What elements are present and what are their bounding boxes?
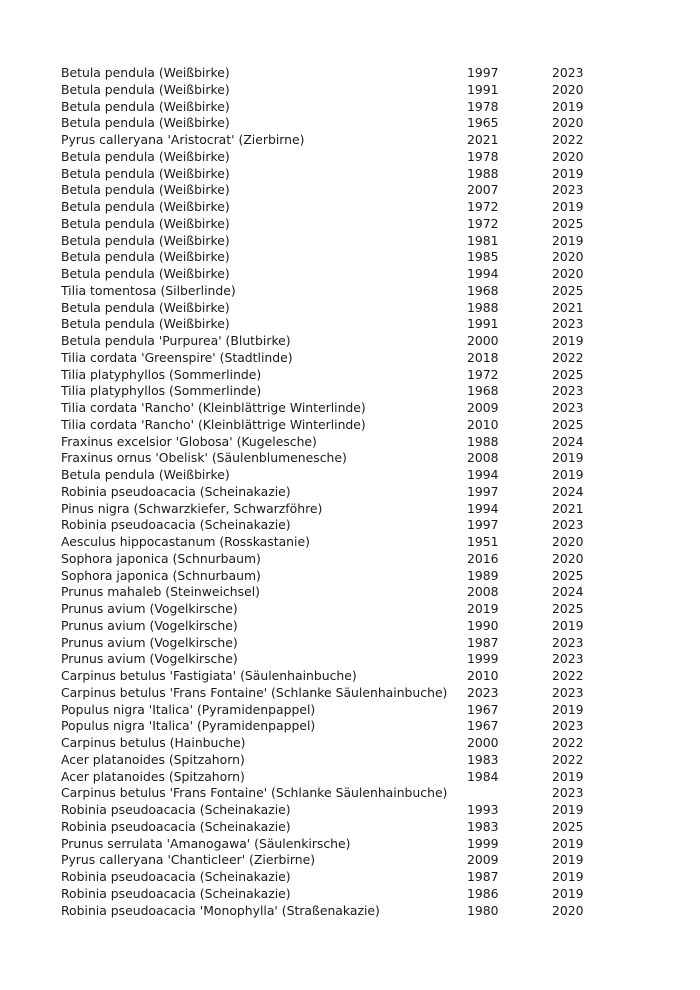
species-cell: Robinia pseudoacacia (Scheinakazie) — [61, 818, 291, 834]
tree-table — [61, 65, 621, 919]
year-cell: 1991 — [467, 81, 499, 97]
year-cell: 2000 — [467, 735, 499, 750]
species-cell: Prunus avium (Vogelkirsche) — [61, 601, 238, 616]
species-cell: Populus nigra 'Italica' (Pyramidenpappel) — [61, 718, 316, 734]
species-cell: Tilia platyphyllos (Sommerlinde) — [61, 366, 262, 382]
species-cell: Betula pendula (Weißbirke) — [61, 148, 230, 164]
year2-cell: 2025 — [552, 567, 584, 583]
table-row — [61, 149, 621, 166]
year2-cell: 2023 — [552, 785, 584, 801]
species-cell: Carpinus betulus 'Fastigiata' (Säulenhainbuche) — [61, 668, 357, 683]
year2-cell: 2019 — [552, 835, 584, 851]
year-cell: 1988 — [467, 433, 499, 449]
table-row — [61, 836, 621, 853]
table-row — [61, 702, 621, 719]
table-row — [61, 132, 621, 149]
year2-cell: 2020 — [552, 902, 584, 918]
year-cell: 1994 — [467, 467, 499, 482]
species-cell: Sophora japonica (Schnurbaum) — [61, 567, 261, 583]
year2-cell: 2020 — [552, 249, 584, 265]
year-cell: 1994 — [467, 266, 499, 281]
table-row — [61, 300, 621, 317]
year2-cell: 2023 — [552, 718, 584, 734]
year-cell: 2007 — [467, 182, 499, 198]
year-cell: 2010 — [467, 668, 499, 683]
table-row — [61, 199, 621, 216]
year2-cell: 2022 — [552, 668, 584, 683]
species-cell: Prunus mahaleb (Steinweichsel) — [61, 584, 260, 600]
year-cell: 2009 — [467, 400, 499, 415]
year2-cell: 2021 — [552, 500, 584, 516]
table-row — [61, 635, 621, 652]
year-cell: 1997 — [467, 517, 499, 533]
year2-cell: 2023 — [552, 316, 584, 332]
table-row — [61, 685, 621, 702]
year-cell: 2019 — [467, 601, 499, 616]
year-cell: 1985 — [467, 249, 499, 265]
species-cell: Betula pendula (Weißbirke) — [61, 65, 230, 80]
table-row — [61, 82, 621, 99]
year2-cell: 2020 — [552, 550, 584, 566]
year2-cell: 2023 — [552, 182, 584, 198]
year2-cell: 2019 — [552, 232, 584, 248]
species-cell: Tilia cordata 'Rancho' (Kleinblättrige Winterlinde) — [61, 416, 366, 432]
table-row — [61, 484, 621, 501]
species-cell: Betula pendula 'Purpurea' (Blutbirke) — [61, 333, 291, 348]
species-cell: Prunus avium (Vogelkirsche) — [61, 617, 238, 633]
year2-cell: 2025 — [552, 818, 584, 834]
year-cell: 1991 — [467, 316, 499, 332]
year2-cell: 2019 — [552, 98, 584, 114]
species-cell: Prunus serrulata 'Amanogawa' (Säulenkirsche) — [61, 835, 351, 851]
table-row — [61, 216, 621, 233]
year-cell: 2009 — [467, 852, 499, 868]
species-cell: Pinus nigra (Schwarzkiefer, Schwarzföhre) — [61, 500, 323, 516]
species-cell: Robinia pseudoacacia (Scheinakazie) — [61, 885, 291, 901]
species-cell: Betula pendula (Weißbirke) — [61, 81, 230, 97]
year2-cell: 2023 — [552, 65, 584, 80]
year2-cell: 2023 — [552, 517, 584, 533]
year-cell: 1987 — [467, 634, 499, 650]
year2-cell: 2019 — [552, 768, 584, 784]
year2-cell: 2020 — [552, 148, 584, 164]
species-cell: Betula pendula (Weißbirke) — [61, 249, 230, 265]
year2-cell: 2024 — [552, 584, 584, 600]
year2-cell: 2020 — [552, 266, 584, 281]
year-cell: 1999 — [467, 651, 499, 667]
species-cell: Pyrus calleryana 'Chanticleer' (Zierbirne) — [61, 852, 316, 868]
table-row — [61, 819, 621, 836]
table-row — [61, 115, 621, 132]
year-cell: 1988 — [467, 165, 499, 181]
year-cell: 1967 — [467, 701, 499, 717]
year-cell: 1997 — [467, 483, 499, 499]
table-row — [61, 266, 621, 283]
table-row — [61, 651, 621, 668]
year2-cell: 2019 — [552, 450, 584, 466]
species-cell: Acer platanoides (Spitzahorn) — [61, 751, 245, 767]
year-cell: 1983 — [467, 751, 499, 767]
species-cell: Tilia cordata 'Greenspire' (Stadtlinde) — [61, 349, 293, 365]
year2-cell: 2023 — [552, 383, 584, 399]
species-cell: Robinia pseudoacacia (Scheinakazie) — [61, 483, 291, 499]
table-row — [61, 450, 621, 467]
table-row — [61, 752, 621, 769]
table-row — [61, 182, 621, 199]
species-cell: Tilia platyphyllos (Sommerlinde) — [61, 383, 262, 399]
year-cell: 2010 — [467, 416, 499, 432]
year2-cell: 2023 — [552, 634, 584, 650]
year2-cell: 2019 — [552, 852, 584, 868]
year-cell: 1987 — [467, 869, 499, 884]
year-cell: 1978 — [467, 98, 499, 114]
year2-cell: 2022 — [552, 735, 584, 750]
year2-cell: 2025 — [552, 416, 584, 432]
table-row — [61, 434, 621, 451]
year-cell: 1978 — [467, 148, 499, 164]
year-cell: 1999 — [467, 835, 499, 851]
year2-cell: 2019 — [552, 617, 584, 633]
year2-cell: 2019 — [552, 885, 584, 901]
year-cell: 1980 — [467, 902, 499, 918]
year-cell: 1967 — [467, 718, 499, 734]
table-row — [61, 249, 621, 266]
year2-cell: 2019 — [552, 869, 584, 884]
table-row — [61, 785, 621, 802]
table-row — [61, 802, 621, 819]
species-cell: Populus nigra 'Italica' (Pyramidenpappel) — [61, 701, 316, 717]
table-row — [61, 718, 621, 735]
year2-cell: 2025 — [552, 282, 584, 298]
species-cell: Sophora japonica (Schnurbaum) — [61, 550, 261, 566]
year-cell: 2018 — [467, 349, 499, 365]
species-cell: Betula pendula (Weißbirke) — [61, 165, 230, 181]
year2-cell: 2019 — [552, 333, 584, 348]
year2-cell: 2020 — [552, 81, 584, 97]
species-cell: Tilia cordata 'Rancho' (Kleinblättrige Winterlinde) — [61, 400, 366, 415]
table-row — [61, 400, 621, 417]
year2-cell: 2023 — [552, 684, 584, 700]
year-cell: 1972 — [467, 199, 499, 214]
table-row — [61, 517, 621, 534]
year-cell: 1988 — [467, 299, 499, 315]
species-cell: Betula pendula (Weißbirke) — [61, 182, 230, 198]
year2-cell: 2020 — [552, 534, 584, 549]
year-cell: 1951 — [467, 534, 499, 549]
species-cell: Betula pendula (Weißbirke) — [61, 266, 230, 281]
table-row — [61, 501, 621, 518]
year-cell: 1993 — [467, 802, 499, 817]
table-row — [61, 467, 621, 484]
species-cell: Carpinus betulus 'Frans Fontaine' (Schlanke Säulenhainbuche) — [61, 684, 448, 700]
year2-cell: 2024 — [552, 433, 584, 449]
year2-cell: 2019 — [552, 199, 584, 214]
species-cell: Carpinus betulus (Hainbuche) — [61, 735, 246, 750]
species-cell: Acer platanoides (Spitzahorn) — [61, 768, 245, 784]
table-row — [61, 551, 621, 568]
table-row — [61, 99, 621, 116]
year-cell: 1989 — [467, 567, 499, 583]
species-cell: Robinia pseudoacacia (Scheinakazie) — [61, 802, 291, 817]
year-cell: 2008 — [467, 450, 499, 466]
species-cell: Fraxinus excelsior 'Globosa' (Kugelesche) — [61, 433, 317, 449]
table-row — [61, 584, 621, 601]
year-cell: 1972 — [467, 366, 499, 382]
table-row — [61, 735, 621, 752]
year-cell: 1983 — [467, 818, 499, 834]
year2-cell: 2023 — [552, 651, 584, 667]
table-row — [61, 166, 621, 183]
species-cell: Robinia pseudoacacia (Scheinakazie) — [61, 869, 291, 884]
year-cell: 2008 — [467, 584, 499, 600]
species-cell: Betula pendula (Weißbirke) — [61, 98, 230, 114]
species-cell: Pyrus calleryana 'Aristocrat' (Zierbirne) — [61, 132, 305, 147]
table-row — [61, 65, 621, 82]
species-cell: Betula pendula (Weißbirke) — [61, 316, 230, 332]
year2-cell: 2025 — [552, 366, 584, 382]
year-cell: 1984 — [467, 768, 499, 784]
species-cell: Tilia tomentosa (Silberlinde) — [61, 282, 236, 298]
year-cell: 1981 — [467, 232, 499, 248]
table-row — [61, 233, 621, 250]
species-cell: Betula pendula (Weißbirke) — [61, 115, 230, 131]
year-cell: 1986 — [467, 885, 499, 901]
year2-cell: 2025 — [552, 601, 584, 616]
year-cell: 1990 — [467, 617, 499, 633]
species-cell: Robinia pseudoacacia (Scheinakazie) — [61, 517, 291, 533]
table-row — [61, 350, 621, 367]
table-row — [61, 367, 621, 384]
species-cell: Fraxinus ornus 'Obelisk' (Säulenblumenesche) — [61, 450, 347, 466]
year-cell: 1968 — [467, 282, 499, 298]
year2-cell: 2019 — [552, 802, 584, 817]
species-cell: Robinia pseudoacacia 'Monophylla' (Straßenakazie) — [61, 902, 380, 918]
species-cell: Prunus avium (Vogelkirsche) — [61, 634, 238, 650]
species-cell: Betula pendula (Weißbirke) — [61, 215, 230, 231]
species-cell: Prunus avium (Vogelkirsche) — [61, 651, 238, 667]
year2-cell: 2020 — [552, 115, 584, 131]
table-row — [61, 417, 621, 434]
year-cell: 1968 — [467, 383, 499, 399]
table-row — [61, 316, 621, 333]
species-cell: Aesculus hippocastanum (Rosskastanie) — [61, 534, 310, 549]
year-cell: 2000 — [467, 333, 499, 348]
year2-cell: 2025 — [552, 215, 584, 231]
species-cell: Betula pendula (Weißbirke) — [61, 467, 230, 482]
species-cell: Betula pendula (Weißbirke) — [61, 232, 230, 248]
year-cell: 1994 — [467, 500, 499, 516]
table-row — [61, 769, 621, 786]
year-cell: 2023 — [467, 684, 499, 700]
year-cell: 2021 — [467, 132, 499, 147]
table-row — [61, 283, 621, 300]
year2-cell: 2021 — [552, 299, 584, 315]
year2-cell: 2019 — [552, 701, 584, 717]
year-cell: 1965 — [467, 115, 499, 131]
year-cell: 1997 — [467, 65, 499, 80]
table-row — [61, 903, 621, 920]
table-row — [61, 568, 621, 585]
table-row — [61, 601, 621, 618]
table-row — [61, 534, 621, 551]
year2-cell: 2022 — [552, 132, 584, 147]
year-cell: 1972 — [467, 215, 499, 231]
table-row — [61, 333, 621, 350]
table-row — [61, 886, 621, 903]
year2-cell: 2019 — [552, 467, 584, 482]
year2-cell: 2019 — [552, 165, 584, 181]
species-cell: Carpinus betulus 'Frans Fontaine' (Schlanke Säulenhainbuche) — [61, 785, 448, 801]
species-cell: Betula pendula (Weißbirke) — [61, 299, 230, 315]
table-row — [61, 869, 621, 886]
table-row — [61, 383, 621, 400]
table-row — [61, 668, 621, 685]
year2-cell: 2024 — [552, 483, 584, 499]
table-row — [61, 618, 621, 635]
year2-cell: 2022 — [552, 751, 584, 767]
year2-cell: 2023 — [552, 400, 584, 415]
year2-cell: 2022 — [552, 349, 584, 365]
species-cell: Betula pendula (Weißbirke) — [61, 199, 230, 214]
table-row — [61, 852, 621, 869]
year-cell: 2016 — [467, 550, 499, 566]
